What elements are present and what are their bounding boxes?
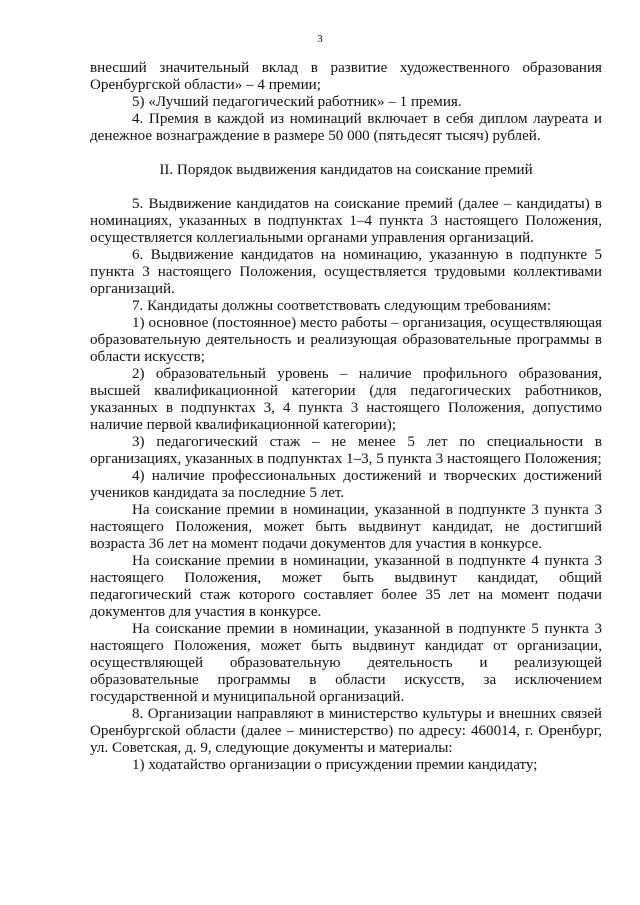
paragraph: На соискание премии в номинации, указанной в подпункте 3 пункта 3 настоящего Положения, может быть выдвинут кандидат, не достигший возраста 36 лет на момент подачи документов для участия в конкурсе. [90,502,602,552]
paragraph: 6. Выдвижение кандидатов на номинацию, указанную в подпункте 5 пункта 3 настоящего Положения, осуществляется трудовыми коллективами организаций. [90,247,602,297]
paragraph: внесший значительный вклад в развитие художественного образования Оренбургской области» – 4 премии; [90,60,602,93]
list-item: 1) ходатайство организации о присуждении премии кандидату; [132,757,538,773]
paragraph: 4. Премия в каждой из номинаций включает в себя диплом лауреата и денежное вознаграждение в размере 50 000 (пятьдесят тысяч) рублей. [90,111,602,144]
paragraph: 5. Выдвижение кандидатов на соискание премий (далее – кандидаты) в номинациях, указанных в подпунктах 1–4 пункта 3 настоящего Положения, осуществляется коллегиальными органами управления организаций. [90,196,602,246]
paragraph: На соискание премии в номинации, указанной в подпункте 4 пункта 3 настоящего Положения, может быть выдвинут кандидат, общий педагогический стаж которого составляет более 35 лет на момент подачи документов для участия в конкурсе. [90,553,602,620]
list-item: 4) наличие профессиональных достижений и творческих достижений учеников кандидата за последние 5 лет. [90,468,602,501]
section-heading: II. Порядок выдвижения кандидатов на соискание премий [159,162,533,178]
list-item: 2) образовательный уровень – наличие профильного образования, высшей квалификационной категории (для педагогических работников, указанных в подпунктах 3, 4 пункта 3 настоящего Положения, допустимо наличие первой квалификационной категории); [90,366,602,433]
document-body [90,60,602,774]
paragraph: На соискание премии в номинации, указанной в подпункте 5 пункта 3 настоящего Положения, может быть выдвинут кандидат от организации, осуществляющей образовательную деятельность и реализующей образовательные программы в области искусств, за исключением государственной и муниципальной организаций. [90,621,602,705]
list-item: 1) основное (постоянное) место работы – организация, осуществляющая образовательную деятельность и реализующая образовательные программы в области искусств; [90,315,602,365]
paragraph: 7. Кандидаты должны соответствовать следующим требованиям: [132,298,552,314]
paragraph: 5) «Лучший педагогический работник» – 1 премия. [132,94,462,110]
page-number: 3 [317,33,323,45]
list-item: 3) педагогический стаж – не менее 5 лет по специальности в организациях, указанных в подпунктах 1–3, 5 пункта 3 настоящего Положения; [90,434,602,467]
paragraph: 8. Организации направляют в министерство культуры и внешних связей Оренбургской области (далее – министерство) по адресу: 460014, г. Оренбург, ул. Советская, д. 9, следующие документы и материалы: [90,706,602,756]
